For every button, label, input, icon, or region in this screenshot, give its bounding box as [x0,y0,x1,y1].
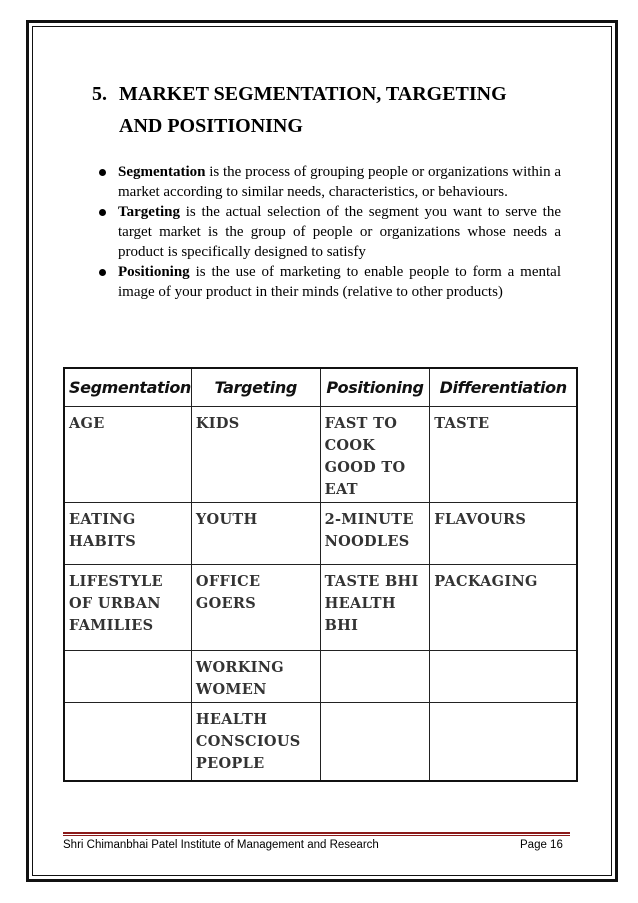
header-differentiation: Differentiation [430,368,577,407]
table-cell: FAST TO COOK GOOD TO EAT [320,407,430,503]
term: Targeting [118,204,180,220]
table-cell: AGE [64,407,191,503]
footer-institute: Shri Chimanbhai Patel Institute of Management and Research [63,839,379,851]
definition-targeting [96,202,561,262]
table-cell: WORKING WOMEN [191,651,320,703]
definition-text: is the process of grouping people or organizations within a market according to similar needs, characteristics, or behaviours. [118,164,561,200]
table-cell: LIFESTYLE OF URBAN FAMILIES [64,565,191,651]
section-number: 5. [92,83,107,105]
table-cell [64,651,191,703]
definition-positioning [96,262,561,302]
table-cell: PACKAGING [430,565,577,651]
table-header-row [64,368,577,407]
table-row [64,407,577,503]
bullet-icon [99,269,106,276]
table-cell [430,703,577,781]
table-cell: EATING HABITS [64,503,191,565]
footer-rule-thin [63,835,570,836]
heading-line-1: MARKET SEGMENTATION, TARGETING [119,83,507,105]
table-cell [320,703,430,781]
footer-page-number: Page 16 [520,839,563,851]
bullet-icon [99,209,106,216]
definition-text: is the actual selection of the segment you want to serve the target market is the group of people or organizations whose needs a product is specifically designed to satisfy [118,204,561,260]
header-targeting: Targeting [191,368,320,407]
table-row [64,651,577,703]
section-heading [92,78,572,142]
definition-segmentation [96,162,561,202]
table-row [64,565,577,651]
header-segmentation: Segmentation [64,368,191,407]
table-cell: 2-MINUTE NOODLES [320,503,430,565]
table-cell [64,703,191,781]
heading-line-2: AND POSITIONING [119,115,303,137]
bullet-icon [99,169,106,176]
table-cell: HEALTH CONSCIOUS PEOPLE [191,703,320,781]
definition-list [96,162,561,302]
header-positioning: Positioning [320,368,430,407]
table-cell: YOUTH [191,503,320,565]
term: Positioning [118,264,190,280]
table-row [64,703,577,781]
footer-rule [63,832,570,834]
table-cell: FLAVOURS [430,503,577,565]
term: Segmentation [118,164,206,180]
stp-table [63,367,578,782]
table-cell: KIDS [191,407,320,503]
table-cell: TASTE [430,407,577,503]
definition-text: is the use of marketing to enable people to form a mental image of your product in their minds (relative to other products) [118,264,561,300]
table-cell [320,651,430,703]
table-cell: OFFICE GOERS [191,565,320,651]
table-row [64,503,577,565]
table-cell [430,651,577,703]
table-cell: TASTE BHI HEALTH BHI [320,565,430,651]
